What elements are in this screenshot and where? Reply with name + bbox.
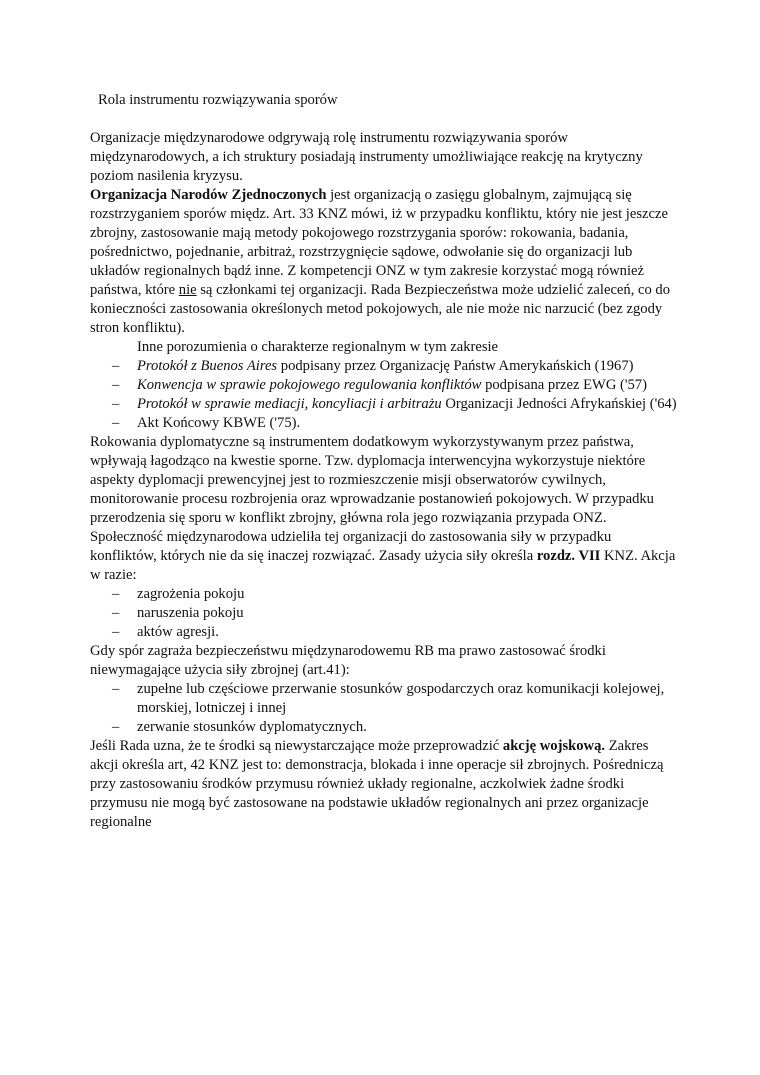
list-item: [90, 718, 680, 737]
negotiations-text-2: KNZ. Akcja w razie:: [90, 548, 676, 583]
dash-bullet: –: [112, 415, 120, 431]
dash-bullet: –: [112, 719, 120, 735]
list-item: [90, 680, 680, 718]
military-action: akcję wojskową.: [502, 738, 606, 754]
list-item: [90, 585, 680, 604]
chapter-vii: rozdz. VII: [536, 548, 601, 564]
threat-text: aktów agresji.: [137, 624, 219, 640]
list-item: [90, 414, 680, 433]
measures-list: [90, 680, 680, 737]
agreement-title: Protokół w sprawie mediacji, koncyliacji i arbitrażu: [137, 396, 442, 412]
dash-bullet: –: [112, 377, 120, 393]
military-text-1: Jeśli Rada uzna, że te środki są niewystarczające może przeprowadzić: [90, 738, 503, 754]
regional-agreements-list: [90, 357, 680, 433]
list-item: [90, 623, 680, 642]
agreement-title: Protokół z Buenos Aires: [137, 358, 278, 374]
onz-text-1: jest organizacją o zasięgu globalnym, zajmującą się rozstrzyganiem sporów międz. Art. 33 KNZ mówi, iż w przypadku konfliktu, który nie jest jeszcze zbrojny, zastosowanie mają metody pokojowego rozstrzygania sporów: rokowania, badania, pośrednictwo, pojednanie, arbitraż, rozstrzygnięcie sądowe, odwołanie się do organizacji lub układów regionalnych bądź inne. Z kompetencji ONZ w tym zakresie korzystać mogą również państwa, które: [90, 187, 668, 298]
underlined-nie: nie: [178, 282, 197, 298]
threat-text: naruszenia pokoju: [137, 605, 244, 621]
agreement-detail: Akt Końcowy KBWE ('75).: [137, 415, 301, 431]
agreement-detail: podpisana przez EWG ('57): [481, 377, 647, 393]
dash-bullet: –: [112, 396, 120, 412]
threat-text: zagrożenia pokoju: [137, 586, 245, 602]
onz-text-2: są członkami tej organizacji. Rada Bezpieczeństwa może udzielić zaleceń, co do konieczności zastosowania określonych metod pokojowych, ale nie może nic narzucić (bez zgody stron konfliktu).: [90, 282, 671, 336]
onz-name: Organizacja Narodów Zjednoczonych: [90, 187, 327, 203]
paragraph-military-action: [90, 737, 680, 832]
negotiations-text-1: Rokowania dyplomatyczne są instrumentem dodatkowym wykorzystywanym przez państwa, wpływają łagodząco na kwestie sporne. Tzw. dyplomacja interwencyjna wykorzystuje niektóre aspekty dyplomacji prewencyjnej jest to rozmieszczenie misji obserwatorów cywilnych, monitorowanie procesu rozbrojenia oraz wprowadzanie postanowień pokojowych. W przypadku przerodzenia się sporu w konflikt zbrojny, główna rola jego rozwiązania przypada ONZ. Społeczność międzynarodowa udzieliła tej organizacji do zastosowania siły w przypadku konfliktów, których nie da się inaczej rozwiązać. Zasady użycia siły określa: [90, 434, 654, 564]
regional-agreements-intro: Inne porozumienia o charakterze regionalnym w tym zakresie: [137, 339, 499, 355]
paragraph-onz: [90, 186, 680, 338]
dash-bullet: –: [112, 586, 120, 602]
agreement-detail: podpisany przez Organizację Państw Amerykańskich (1967): [277, 358, 634, 374]
measure-text: zupełne lub częściowe przerwanie stosunków gospodarczych oraz komunikacji kolejowej, morskiej, lotniczej i innej: [137, 681, 665, 716]
measure-text: zerwanie stosunków dyplomatycznych.: [137, 719, 367, 735]
list-item: [90, 395, 680, 414]
list-item: [90, 357, 680, 376]
agreement-title: Konwencja w sprawie pokojowego regulowania konfliktów: [137, 377, 482, 393]
dash-bullet: –: [112, 624, 120, 640]
list-item: [90, 376, 680, 395]
dash-bullet: –: [112, 358, 120, 374]
paragraph-intro: Organizacje międzynarodowe odgrywają rolę instrumentu rozwiązywania sporów międzynarodowych, a ich struktury posiadają instrumenty umożliwiające reakcję na krytyczny poziom nasilenia kryzysu.: [90, 130, 643, 184]
paragraph-negotiations: [90, 433, 680, 585]
document-title: Rola instrumentu rozwiązywania sporów: [98, 92, 338, 108]
threats-list: [90, 585, 680, 642]
military-text-2: Zakres akcji określa art, 42 KNZ jest to: demonstracja, blokada i inne operacje sił zbrojnych. Pośredniczą przy zastosowaniu środków przymusu również układy regionalne, aczkolwiek żadne środki przymusu nie mogą być zastosowane na podstawie układów regionalnych ani przez organizacje regionalne: [90, 738, 664, 830]
dash-bullet: –: [112, 681, 120, 697]
dash-bullet: –: [112, 605, 120, 621]
document-body: [90, 91, 680, 832]
agreement-detail: Organizacji Jedności Afrykańskiej ('64): [441, 396, 677, 412]
paragraph-non-force-measures: Gdy spór zagraża bezpieczeństwu międzynarodowemu RB ma prawo zastosować środki niewymagające użycia siły zbrojnej (art.41):: [90, 643, 606, 678]
list-item: [90, 604, 680, 623]
